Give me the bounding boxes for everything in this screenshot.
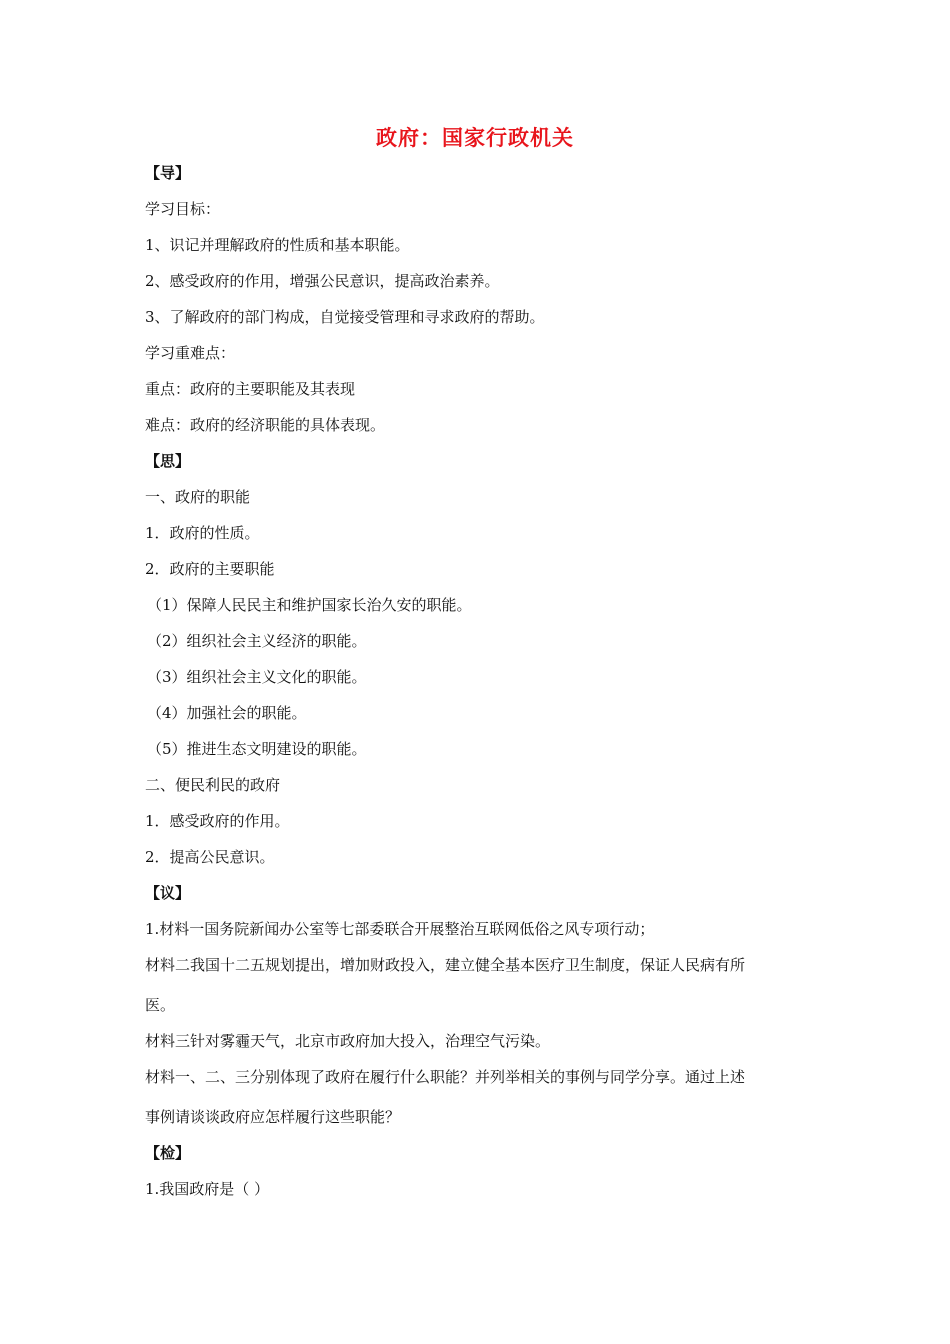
discussion-question: 材料一、二、三分别体现了政府在履行什么职能？并列举相关的事例与同学分享。通过上述 bbox=[145, 1068, 746, 1086]
outline-item: 1．感受政府的作用。 bbox=[145, 812, 290, 830]
function-item-3: （3）组织社会主义文化的职能。 bbox=[147, 668, 367, 686]
outline-part-2: 二、便民利民的政府 bbox=[145, 776, 281, 794]
function-item-2: （2）组织社会主义经济的职能。 bbox=[147, 632, 367, 650]
key-point: 重点：政府的主要职能及其表现 bbox=[145, 380, 356, 398]
outline-item: 2．政府的主要职能 bbox=[145, 560, 275, 578]
section-header-jian: 【检】 bbox=[145, 1144, 191, 1162]
goal-item-1: 1、识记并理解政府的性质和基本职能。 bbox=[145, 236, 410, 254]
section-header-si: 【思】 bbox=[145, 452, 191, 470]
function-item-5: （5）推进生态文明建设的职能。 bbox=[147, 740, 367, 758]
section-header-dao: 【导】 bbox=[145, 164, 191, 182]
material-3: 材料三针对雾霾天气，北京市政府加大投入，治理空气污染。 bbox=[145, 1032, 551, 1050]
material-2-continued: 医。 bbox=[145, 996, 176, 1014]
learning-goals-heading: 学习目标： bbox=[145, 200, 221, 218]
function-item-1: （1）保障人民民主和维护国家长治久安的职能。 bbox=[147, 596, 472, 614]
document-title: 政府：国家行政机关 bbox=[376, 125, 574, 150]
goal-item-2: 2、感受政府的作用，增强公民意识，提高政治素养。 bbox=[145, 272, 500, 290]
material-2: 材料二我国十二五规划提出，增加财政投入，建立健全基本医疗卫生制度，保证人民病有所 bbox=[145, 956, 746, 974]
function-item-4: （4）加强社会的职能。 bbox=[147, 704, 307, 722]
outline-item: 1．政府的性质。 bbox=[145, 524, 260, 542]
outline-part-1: 一、政府的职能 bbox=[145, 488, 251, 506]
material-1: 1.材料一国务院新闻办公室等七部委联合开展整治互联网低俗之风专项行动； bbox=[145, 920, 655, 938]
outline-item: 2．提高公民意识。 bbox=[145, 848, 275, 866]
difficult-point: 难点：政府的经济职能的具体表现。 bbox=[145, 416, 386, 434]
goal-item-3: 3、了解政府的部门构成，自觉接受管理和寻求政府的帮助。 bbox=[145, 308, 545, 326]
section-header-yi: 【议】 bbox=[145, 884, 191, 902]
test-question-1: 1.我国政府是（ ） bbox=[145, 1180, 270, 1198]
discussion-question-continued: 事例请谈谈政府应怎样履行这些职能？ bbox=[145, 1108, 401, 1126]
key-points-heading: 学习重难点： bbox=[145, 344, 236, 362]
